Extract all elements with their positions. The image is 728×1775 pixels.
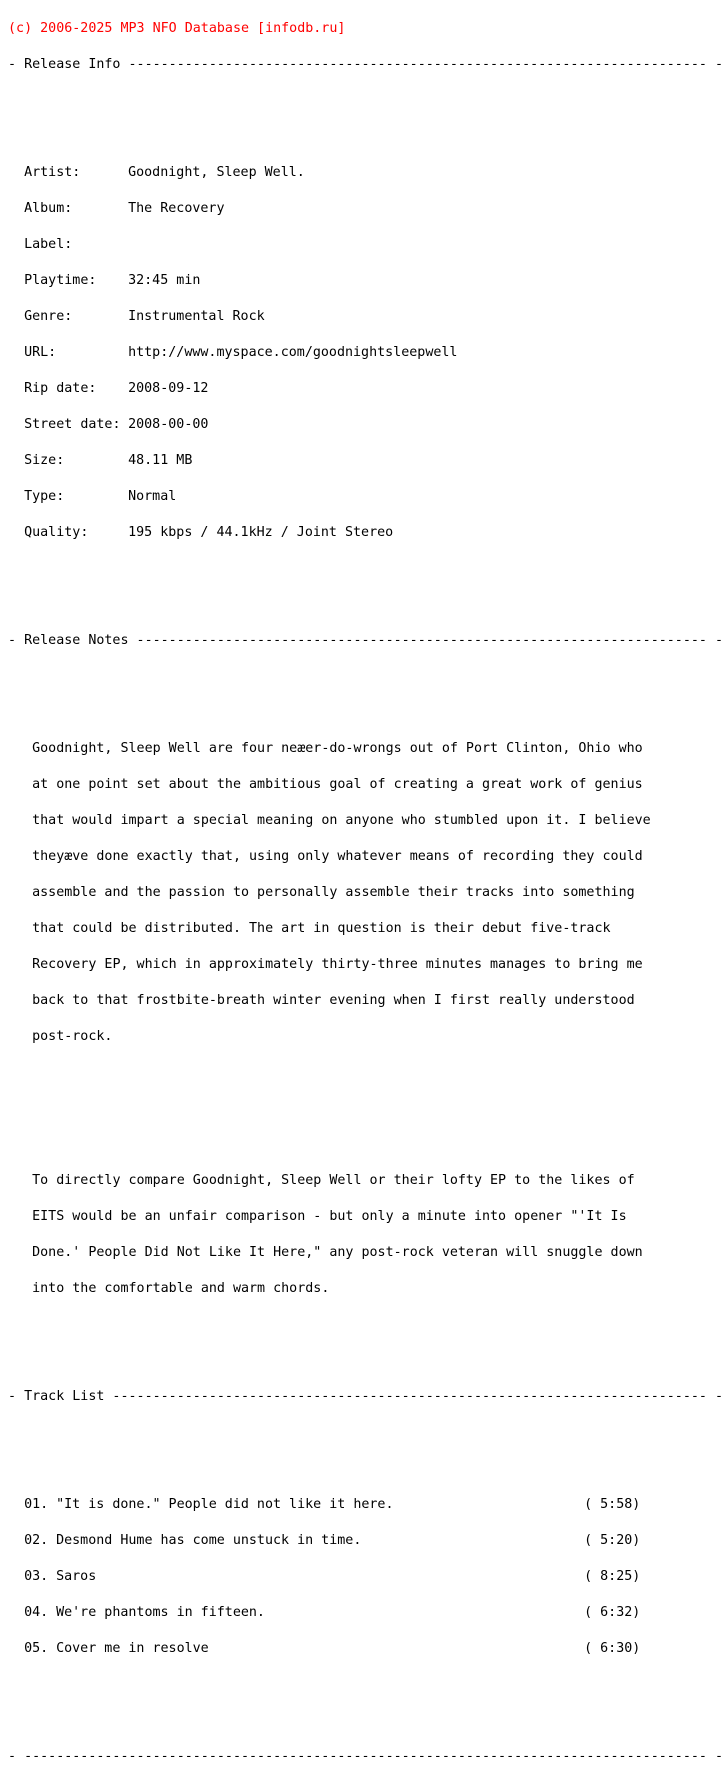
track-title: "It is done." People did not like it here. — [56, 1497, 394, 1512]
track-number: 02. — [24, 1533, 49, 1548]
track-row — [8, 1607, 723, 1619]
notes-line: To directly compare Goodnight, Sleep Well or their lofty EP to the likes of — [32, 1173, 635, 1188]
release-notes-heading: - Release Notes ----------------------------------------------------------------------- - — [8, 633, 723, 648]
release-info-fields — [8, 143, 723, 563]
field-key: Street date: — [24, 417, 121, 432]
field-key: Rip date: — [24, 381, 97, 396]
track-list-heading: - Track List -------------------------------------------------------------------------- - — [8, 1389, 723, 1404]
track-title: Saros — [56, 1569, 97, 1584]
field-url — [8, 347, 723, 359]
field-genre — [8, 311, 723, 323]
field-value: 48.11 MB — [128, 453, 193, 468]
footer-rule: - ------------------------------------------------------------------------------------- - — [8, 1749, 723, 1764]
field-value: 195 kbps / 44.1kHz / Joint Stereo — [128, 525, 394, 540]
track-row — [8, 1571, 723, 1583]
notes-line: Goodnight, Sleep Well are four neæer-do-wrongs out of Port Clinton, Ohio who — [32, 741, 643, 756]
release-notes-paragraph — [8, 719, 723, 1067]
field-artist — [8, 167, 723, 179]
track-duration: ( 5:20) — [584, 1533, 641, 1548]
field-key: Album: — [24, 201, 73, 216]
field-playtime — [8, 275, 723, 287]
release-notes-paragraph — [8, 1151, 723, 1319]
notes-line: post-rock. — [32, 1029, 113, 1044]
field-key: Quality: — [24, 525, 89, 540]
track-duration: ( 8:25) — [584, 1569, 641, 1584]
field-rip-date — [8, 383, 723, 395]
track-number: 03. — [24, 1569, 49, 1584]
notes-line: Recovery EP, which in approximately thirty-three minutes manages to bring me — [32, 957, 643, 972]
field-value: Instrumental Rock — [128, 309, 265, 324]
notes-line: Done.' People Did Not Like It Here," any post-rock veteran will snuggle down — [32, 1245, 643, 1260]
field-label — [8, 239, 723, 251]
site-header: (c) 2006-2025 MP3 NFO Database [infodb.ru] — [8, 21, 346, 36]
notes-line: into the comfortable and warm chords. — [32, 1281, 330, 1296]
field-album — [8, 203, 723, 215]
field-key: URL: — [24, 345, 57, 360]
track-row — [8, 1643, 723, 1655]
track-row — [8, 1499, 723, 1511]
track-list — [8, 1475, 723, 1679]
nfo-document — [8, 0, 723, 1775]
track-number: 01. — [24, 1497, 49, 1512]
field-value: Goodnight, Sleep Well. — [128, 165, 305, 180]
field-key: Size: — [24, 453, 65, 468]
field-value: http://www.myspace.com/goodnightsleepwell — [128, 345, 458, 360]
notes-line: at one point set about the ambitious goal of creating a great work of genius — [32, 777, 643, 792]
field-type — [8, 491, 723, 503]
track-title: Cover me in resolve — [56, 1641, 209, 1656]
notes-line: assemble and the passion to personally assemble their tracks into something — [32, 885, 635, 900]
field-value: 2008-09-12 — [128, 381, 209, 396]
field-key: Label: — [24, 237, 73, 252]
track-title: Desmond Hume has come unstuck in time. — [56, 1533, 362, 1548]
field-key: Artist: — [24, 165, 81, 180]
notes-line: that would impart a special meaning on anyone who stumbled upon it. I believe — [32, 813, 651, 828]
track-row — [8, 1535, 723, 1547]
field-value: Normal — [128, 489, 177, 504]
notes-line: theyæve done exactly that, using only whatever means of recording they could — [32, 849, 643, 864]
release-info-heading: - Release Info ------------------------------------------------------------------------ - — [8, 57, 723, 72]
track-number: 05. — [24, 1641, 49, 1656]
notes-line: that could be distributed. The art in question is their debut five-track — [32, 921, 611, 936]
field-quality — [8, 527, 723, 539]
field-street-date — [8, 419, 723, 431]
notes-line: EITS would be an unfair comparison - but only a minute into opener "'It Is — [32, 1209, 627, 1224]
track-duration: ( 6:32) — [584, 1605, 641, 1620]
track-title: We're phantoms in fifteen. — [56, 1605, 265, 1620]
field-key: Genre: — [24, 309, 73, 324]
notes-line: back to that frostbite-breath winter evening when I first really understood — [32, 993, 635, 1008]
field-key: Playtime: — [24, 273, 97, 288]
field-value: 2008-00-00 — [128, 417, 209, 432]
track-duration: ( 5:58) — [584, 1497, 641, 1512]
field-value: 32:45 min — [128, 273, 201, 288]
field-key: Type: — [24, 489, 65, 504]
field-value: The Recovery — [128, 201, 225, 216]
track-number: 04. — [24, 1605, 49, 1620]
track-duration: ( 6:30) — [584, 1641, 641, 1656]
field-size — [8, 455, 723, 467]
